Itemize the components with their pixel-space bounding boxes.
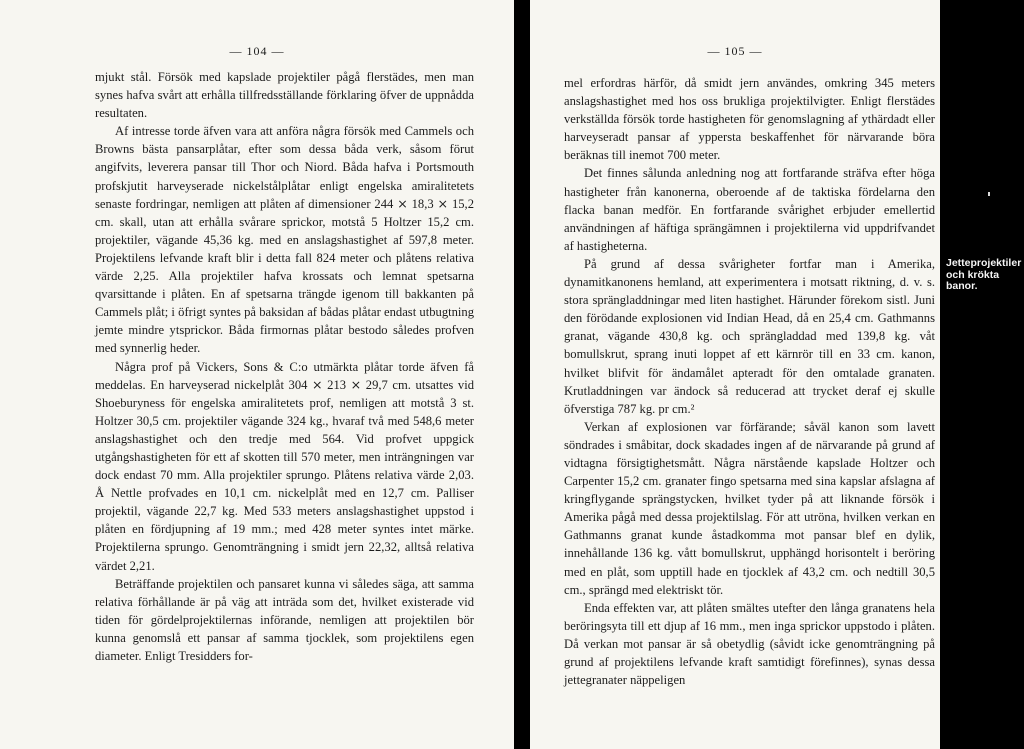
paragraph: mel erfordras härför, då smidt jern användes, omkring 345 meters anslagshastighet med hos oss brukliga projektilvigter. Enligt flerstädes verkställda försök torde hastigheten för genomslagning af ythärdadt eller harveyseradt pansar af yppersta beskaffenhet för närvarande böra beräknas till inemot 700 meter. [564,76,935,163]
paragraph: Beträffande projektilen och pansaret kunna vi således säga, att samma relativa förhållande är på väg att inträda som det, hvilket existerade vid tiden för gördelprojektilernas införande, nemligen att projektilen bör kunna genomslå ett pansar af samma tjocklek, som projektilens egen diameter. Enligt Tresidders for- [95,576,474,663]
paragraph: Enda effekten var, att plåten smältes utefter den långa granatens hela beröringsyta till ett djup af 16 mm., men inga sprickor uppstodo i plåten. Då verkan mot pansar är så obetydlig (såvidt icke genomträngning på grund af projektilens lefvande kraft samtidigt förefinnes), synas dessa jettegranater näppeligen [564,600,935,688]
paragraph: Några prof på Vickers, Sons & C:o utmärkta plåtar torde äfven få meddelas. En harveyserad nickelplåt 304 ⨯ 213 ⨯ 29,7 cm. utsattes vid Shoeburyness för engelska amiralitetets prof, nemligen att motstå 3 st. Holtzer 30,5 cm. projektiler vägande 324 kg., hvaraf två med 548,6 meter anslagshastighet och den tredje med 564. Vid profvet uppgick utgångshastigheten för ett af skotten till 570 meter, men inträngningen var dock endast 70 mm. Alla projektiler sprungo. Plåtens relativa värde 2,03. Å Nettle profvades en 10,1 cm. nickelplåt med en 12,7 cm. Palliser projektil, vägande 22,7 kg. Med 533 meters anslagshastighet uppstod i plåten en fördjupning af 19 mm.; med 428 meter syntes intet märke. Projektilerna sprungo. Genomträngning i smidt jern 22,32, alltså relativa värdet 2,21. [95,359,474,573]
page-number: — 104 — [229,44,285,58]
paragraph: På grund af dessa svårigheter fortfar man i Amerika, dynamitkanonens hemland, att experimentera i motsatt riktning, d. v. s. stora sprängladdningar med liten hastighet. Härunder förekom sistl. Juni den förödande explosionen vid Indian Head, då en 25,4 cm. Gathmanns granat, vägande 430,8 kg. och sprängladdad med 139,8 kg. våt bomullskrut, sprang inuti loppet af ett kärnrör till en 33 cm. kanon, hvilket blifvit för ändamålet apteradt för den omtalade granaten. Krutladdningen var ändock så reducerad att trycket deraf ej skulle öfverstiga 787 kg. pr cm.² [564,256,935,416]
paragraph: Verkan af explosionen var förfärande; såväl kanon som lavett söndrades i småbitar, dock skadades ingen af de närvarande på grund af vidtagna försigtighetsmått. Några närstående kapslade Holtzer och Carpenter 15,2 cm. granater fingo spetsarna med sina kapslar afslagna af kringflygande sprängstycken, hvilket tyder på att liknande försök i Amerika pågå med dessa projektilslag. För att utröna, hvilken verkan en Gathmanns granat kunde åstadkomma mot pansar blef en dylik, innehållande 136 kg. vått bomullskrut, upphängd horisontelt i beröring med en plåt, som upptill hade en tjocklek af 43,2 cm. och nedtill 30,5 cm., sprängd med elektriskt tör. [564,419,935,597]
page-body-text [564,74,935,689]
speck-mark [988,192,990,196]
page-number: — 105 — [707,44,763,58]
paragraph: mjukt stål. Försök med kapslade projektiler pågå flerstädes, men man synes hafva svårt att erhålla tillfredsställande förklaring öfver de uppnådda resultaten. [95,70,474,121]
right-page [530,0,940,749]
page-body-text [95,68,474,665]
paragraph: Det finnes sålunda anledning nog att fortfarande sträfva efter höga hastigheter från kanonerna, oberoende af de taktiska fördelarna den flacka banan medför. En fortfarande svårighet erbjuder emellertid användningen af häftiga sprängämnen i projektilerna vid uppdrifvandet af hastigheterna. [564,166,935,253]
margin-note: Jetteprojektiler och krökta banor. [946,257,1022,292]
paragraph: Af intresse torde äfven vara att anföra några försök med Cammels och Browns bästa pansarplåtar, efter som dessa båda verk, såsom förut angifvits, leverera pansar till Thor och Niord. Båda hafva i Portsmouth profskjutit harveyserade nickelstålplåtar enligt engelska amiralitetets senaste fordringar, nemligen att plåten af dimensioner 244 ⨯ 18,3 ⨯ 15,2 cm. skall, utan att erhålla svårare sprickor, motstå 5 Holtzer 15,2 cm. projektiler, vägande 45,36 kg. med en anslagshastighet af 597,8 meter. Projektilens lefvande kraft blir i detta fall 824 meter och plåtens relativa värde 2,25. Alla projektiler hafva krossats och lemnat spetsarna qvarsittande i plåten. En af spetsarna trängde igenom till bakkanten på Cammels plåt; i öfrigt syntes på baksidan af bådas plåtar endast utbugtning jemte mindre ytsprickor. Båda firmornas plåtar bestodo således profven med synnerlig heder. [95,124,474,356]
